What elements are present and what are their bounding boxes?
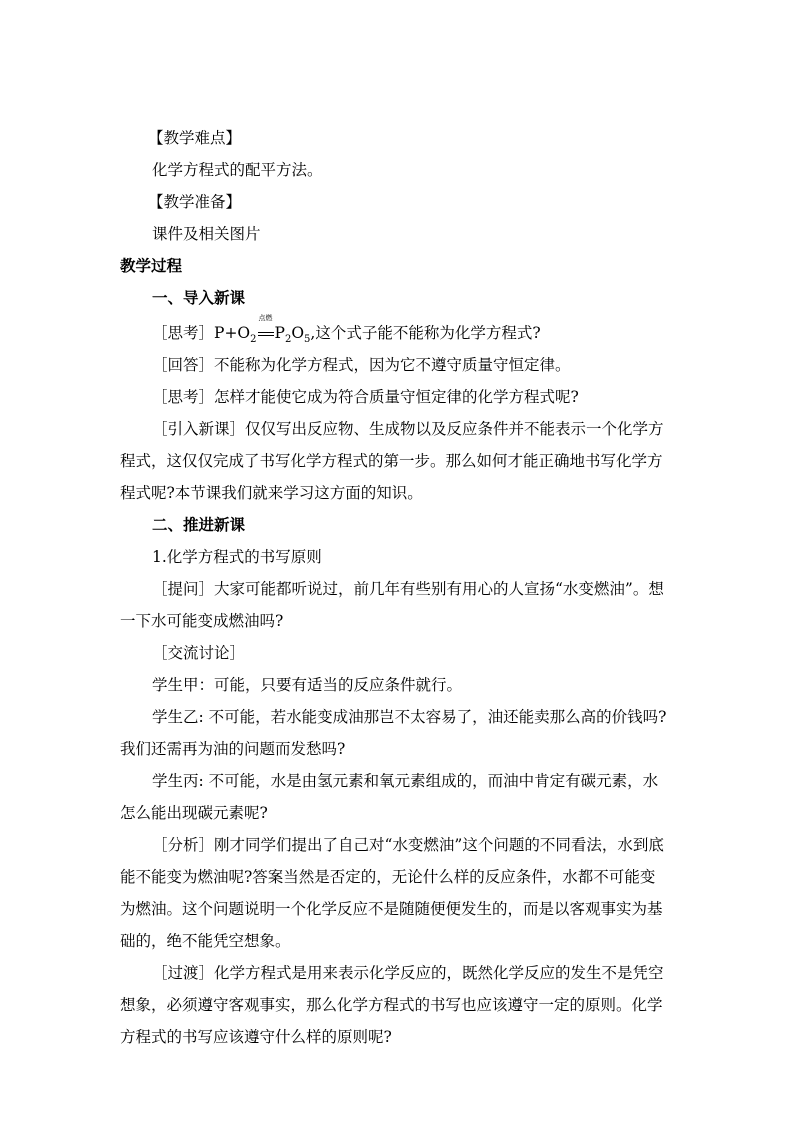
student-c-line: 怎么能出现碳元素呢?	[120, 804, 268, 822]
answer-line: ［回答］不能称为化学方程式，因为它不遵守质量守恒定律。	[152, 356, 571, 374]
condition-label: 点燃	[258, 314, 273, 322]
p2-subscript: 2	[284, 334, 292, 346]
heading-new-lesson: 二、推进新课	[152, 515, 246, 534]
ask-paragraph-line: 一下水可能变成燃油吗?	[120, 612, 284, 630]
o5-subscript: 5	[304, 334, 311, 346]
student-b-line: 学生乙: 不可能，若水能变成油那岂不太容易了，油还能卖那么高的价钱吗?	[152, 708, 667, 726]
analysis-line: 能不能变为燃油呢?答案当然是否定的，无论什么样的反应条件，水都不可能变	[120, 868, 656, 886]
think-line-1	[152, 314, 541, 350]
ask-paragraph-line: ［提问］大家可能都听说过，前几年有些别有用心的人宣扬“水变燃油”。想	[152, 580, 664, 598]
intro-paragraph-line: ［引入新课］仅仅写出反应物、生成物以及反应条件并不能表示一个化学方	[152, 420, 664, 438]
equation-left: P+O	[214, 324, 251, 342]
reaction-condition	[257, 314, 275, 343]
transition-line: ［过渡］化学方程式是用来表示化学反应的，既然化学反应的发生不是凭空	[152, 964, 664, 982]
o2-subscript: 2	[250, 334, 257, 346]
reaction-arrow-icon	[257, 331, 275, 337]
subheading-writing-principles: 1.化学方程式的书写原则	[152, 548, 322, 566]
intro-paragraph-line: 程式呢?本节课我们就来学习这方面的知识。	[120, 484, 423, 502]
heading-teaching-preparation: 【教学准备】	[148, 193, 242, 211]
o-letter: O	[291, 324, 305, 342]
think-question: ,这个式子能不能称为化学方程式?	[310, 324, 541, 342]
student-b-line: 我们还需再为油的问题而发愁吗?	[120, 740, 346, 758]
student-c-line: 学生丙: 不可能，水是由氢元素和氧元素组成的，而油中肯定有碳元素，水	[152, 772, 659, 790]
transition-line: 方程式的书写应该遵守什么样的原则呢?	[120, 1028, 392, 1046]
discussion-label: ［交流讨论］	[152, 644, 246, 662]
student-a-line: 学生甲：可能，只要有适当的反应条件就行。	[152, 676, 463, 694]
heading-teaching-process: 教学过程	[120, 256, 183, 275]
equation-right: P	[274, 324, 285, 342]
heading-teaching-difficulty: 【教学难点】	[148, 129, 242, 147]
think-tag: ［思考］	[152, 324, 215, 342]
think-line-2: ［思考］怎样才能使它成为符合质量守恒定律的化学方程式呢?	[152, 388, 579, 406]
analysis-line: ［分析］刚才同学们提出了自己对“水变燃油”这个问题的不同看法，水到底	[152, 836, 664, 854]
paragraph-preparation: 课件及相关图片	[152, 225, 261, 243]
paragraph-difficulty: 化学方程式的配平方法。	[152, 161, 323, 179]
transition-line: 想象，必须遵守客观事实，那么化学方程式的书写也应该遵守一定的原则。化学	[120, 996, 663, 1014]
intro-paragraph-line: 程式，这仅仅完成了书写化学方程式的第一步。那么如何才能正确地书写化学方	[120, 452, 663, 470]
heading-intro: 一、导入新课	[152, 288, 246, 307]
analysis-line: 为燃油。这个问题说明一个化学反应不是随随便便发生的，而是以客观事实为基	[120, 900, 663, 918]
analysis-line: 础的，绝不能凭空想象。	[120, 932, 291, 950]
